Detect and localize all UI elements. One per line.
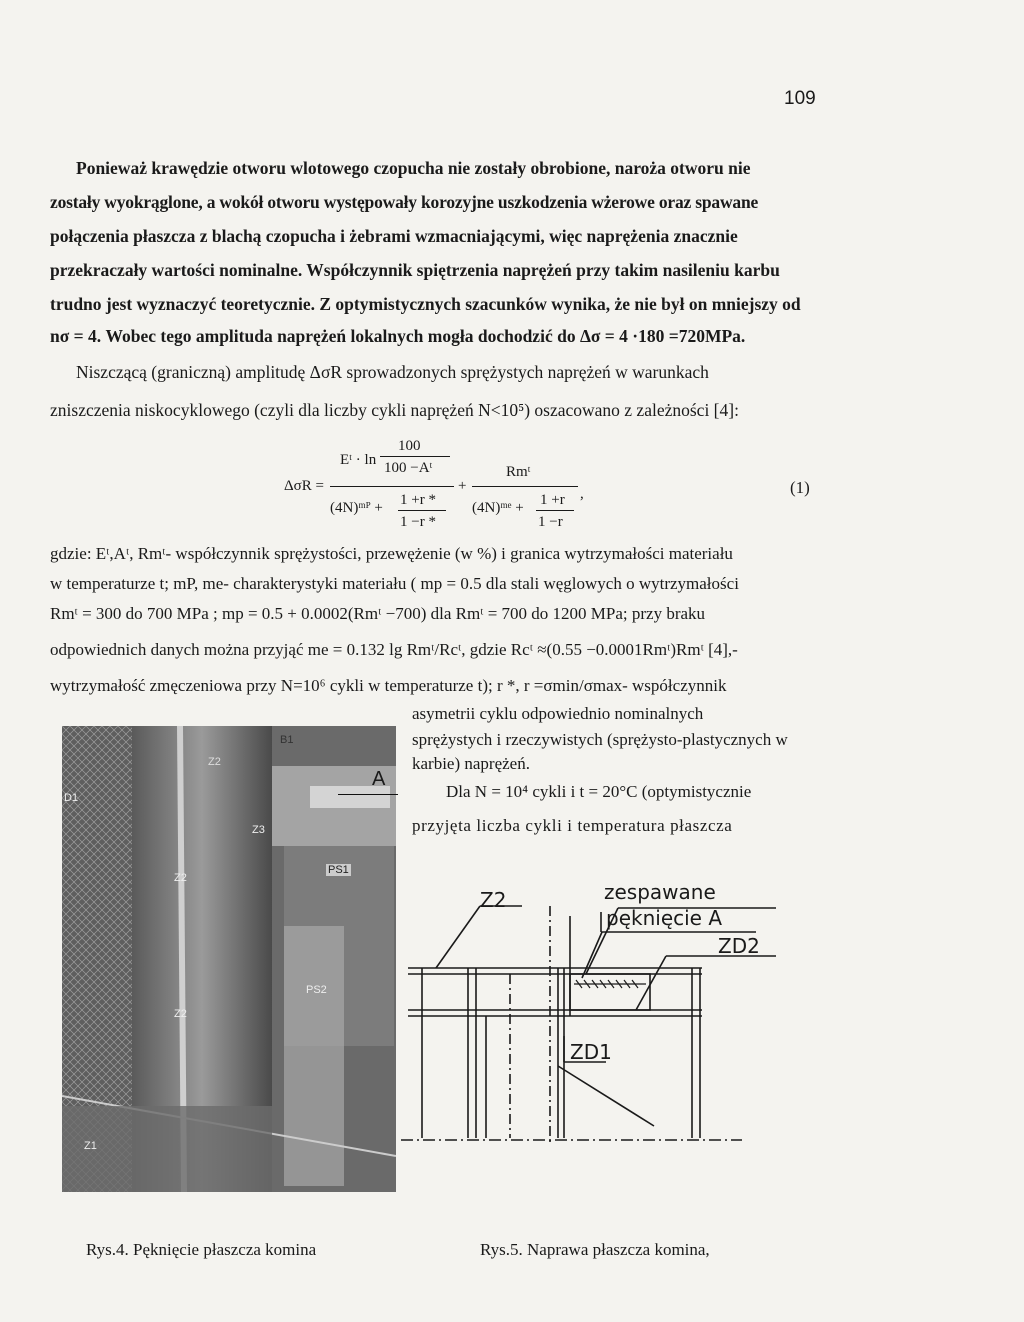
- p3-line-3: Rmᵗ = 300 do 700 MPa ; mp = 0.5 + 0.0002(Rmᵗ −700) dla Rmᵗ = 700 do 1200 MPa; przy braku: [50, 604, 706, 623]
- p1-line-1: Ponieważ krawędzie otworu wlotowego czopucha nie zostały obrobione, naroża otworu nie: [76, 158, 751, 178]
- p4-line-2: przyjęta liczba cykli i temperatura płaszcza: [412, 816, 733, 835]
- repair-diagram: [396, 876, 776, 1161]
- photo-label-b1: B1: [280, 734, 294, 746]
- diagram-label-z2: Z2: [480, 888, 507, 912]
- photo-label-z2-low: Z2: [174, 1008, 187, 1020]
- p3-line-1: gdzie: Eᵗ,Aᵗ, Rmᵗ- współczynnik sprężystości, przewężenie (w %) i granica wytrzymałości materiału: [50, 544, 733, 563]
- formula-t2-num: Rmᵗ: [506, 464, 531, 480]
- diagram-label-zd1: ZD1: [570, 1040, 612, 1064]
- p2-line-2: zniszczenia niskocyklowego (czyli dla liczby cykli naprężeń N<10⁵) oszacowano z zależności [4]:: [50, 400, 739, 420]
- chimney-crack-photo: [62, 726, 396, 1192]
- p3-right-line-2: sprężystych i rzeczywistych (sprężysto-plastycznych w: [412, 730, 788, 749]
- p1-line-3: połączenia płaszcza z blachą czopucha i żebrami wzmacniającymi, więc naprężenia znacznie: [50, 226, 738, 246]
- diagram-label-zespawane: zespawane: [604, 880, 716, 904]
- formula-t2-den-frac-top: 1 +r: [540, 492, 565, 508]
- formula-t1-num-a: Eᵗ · ln: [340, 452, 377, 468]
- formula-lhs: ΔσR =: [284, 478, 324, 494]
- formula-t2-den-frac-bot: 1 −r: [538, 514, 563, 530]
- photo-label-z1: Z1: [84, 1140, 97, 1152]
- p2-line-1: Niszczącą (graniczną) amplitudę ΔσR sprowadzonych sprężystych naprężeń w warunkach: [76, 362, 709, 382]
- formula-t2-den-a: (4N)ᵐᵉ +: [472, 500, 524, 516]
- photo-drawing: [62, 726, 396, 1192]
- caption-fig5: Rys.5. Naprawa płaszcza komina,: [480, 1240, 710, 1259]
- diagram-label-pekniecie: pęknięcie A: [606, 906, 723, 930]
- formula-plus: +: [458, 478, 467, 494]
- formula-inner-bar-1: [380, 456, 450, 457]
- formula-t1-den-a: (4N)ᵐᴾ +: [330, 500, 383, 516]
- formula-t1-num-frac-bot: 100 −Aᵗ: [384, 460, 433, 476]
- formula-comma: ,: [580, 486, 584, 502]
- formula-t1-num-frac-top: 100: [398, 438, 421, 454]
- photo-label-z2-top: Z2: [208, 756, 221, 768]
- crack-marker-line: [338, 794, 398, 795]
- photo-label-d1: D1: [64, 792, 79, 804]
- p1-line-2: zostały wyokrąglone, a wokół otworu występowały korozyjne uszkodzenia wżerowe oraz spawane: [50, 192, 759, 212]
- caption-fig4: Rys.4. Pęknięcie płaszcza komina: [86, 1240, 317, 1259]
- formula-inner-bar-2: [398, 510, 446, 511]
- photo-label-z2-mid: Z2: [174, 872, 187, 884]
- photo-label-ps1: PS1: [328, 864, 349, 876]
- photo-label-z3: Z3: [252, 824, 265, 836]
- formula-t1-den-frac-bot: 1 −r *: [400, 514, 436, 530]
- page-number: 109: [784, 88, 816, 109]
- p1-line-4: przekraczały wartości nominalne. Współczynnik spiętrzenia naprężeń przy takim nasileniu karbu: [50, 260, 780, 280]
- p3-line-2: w temperaturze t; mP, me- charakterystyki materiału ( mp = 0.5 dla stali węglowych o wytrzymałości: [50, 574, 739, 593]
- crack-marker-a: A: [372, 768, 386, 790]
- formula-t1-den-frac-top: 1 +r *: [400, 492, 436, 508]
- p3-right-line-3: karbie) naprężeń.: [412, 754, 530, 773]
- p1-line-5: trudno jest wyznaczyć teoretycznie. Z optymistycznych szacunków wynika, że nie był on mniejszy od: [50, 294, 801, 314]
- formula-main-bar-2: [472, 486, 578, 487]
- diagram-label-zd2: ZD2: [718, 934, 760, 958]
- p3-right-line-1: asymetrii cyklu odpowiednio nominalnych: [412, 704, 704, 723]
- equation-number: (1): [790, 478, 810, 497]
- formula-inner-bar-3: [536, 510, 574, 511]
- formula-main-bar-1: [330, 486, 454, 487]
- photo-label-ps2: PS2: [306, 984, 327, 996]
- p1-line-6: nσ = 4. Wobec tego amplituda naprężeń lokalnych mogła dochodzić do Δσ = 4 ·180 =720MPa.: [50, 326, 746, 346]
- p3-line-5: wytrzymałość zmęczeniowa przy N=10⁶ cykli w temperaturze t); r *, r =σmin/σmax- współczynnik: [50, 676, 727, 695]
- p3-line-4: odpowiednich danych można przyjąć me = 0.132 lg Rmᵗ/Rcᵗ, gdzie Rcᵗ ≈(0.55 −0.0001Rmᵗ)Rmᵗ [4],-: [50, 640, 738, 659]
- p4-line-1: Dla N = 10⁴ cykli i t = 20°C (optymistycznie: [446, 782, 752, 801]
